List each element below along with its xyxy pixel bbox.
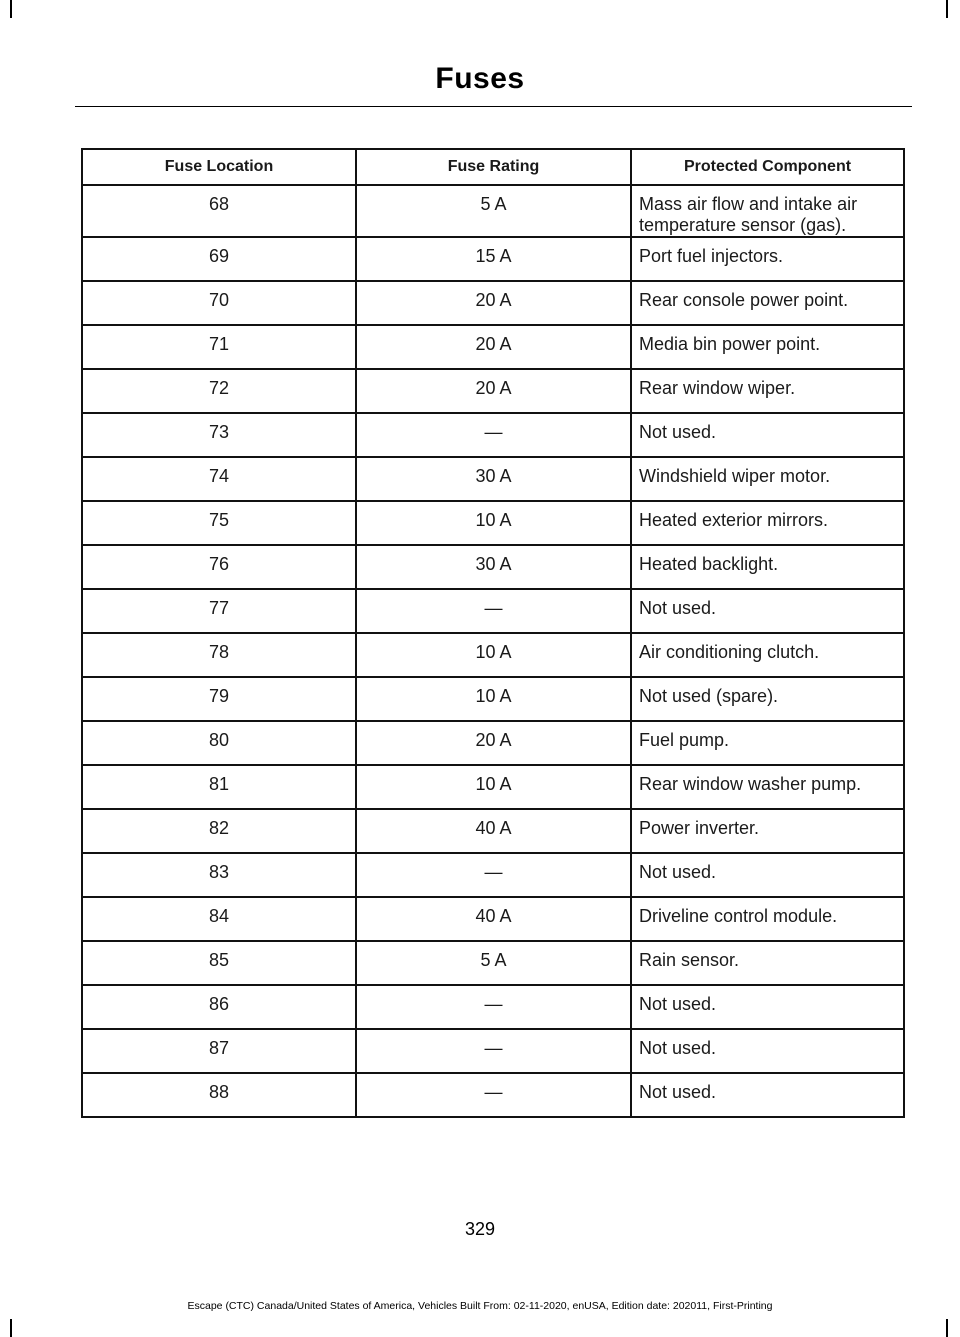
fuse-location-cell: 71 <box>82 325 356 369</box>
table-row <box>82 809 904 853</box>
fuse-rating-cell: 10 A <box>356 633 631 677</box>
fuse-location-cell: 70 <box>82 281 356 325</box>
crop-mark-top-right-vertical <box>946 0 948 18</box>
fuse-location-cell: 81 <box>82 765 356 809</box>
fuse-rating-cell: — <box>356 853 631 897</box>
protected-component-cell: Not used. <box>631 1073 904 1117</box>
title-divider <box>75 106 912 107</box>
fuse-location-cell: 79 <box>82 677 356 721</box>
fuse-rating-cell: — <box>356 1029 631 1073</box>
table-row <box>82 237 904 281</box>
page-number: 329 <box>464 1219 496 1239</box>
table-row <box>82 1029 904 1073</box>
fuse-location-cell: 72 <box>82 369 356 413</box>
fuse-rating-cell: — <box>356 985 631 1029</box>
protected-component-cell: Not used. <box>631 985 904 1029</box>
fuse-rating-cell: 10 A <box>356 765 631 809</box>
header-fuse-location: Fuse Location <box>82 149 356 185</box>
fuse-location-cell: 77 <box>82 589 356 633</box>
fuse-rating-cell: — <box>356 413 631 457</box>
header-fuse-rating: Fuse Rating <box>356 149 631 185</box>
page-title: Fuses <box>435 62 525 95</box>
fuse-location-cell: 74 <box>82 457 356 501</box>
fuse-location-cell: 80 <box>82 721 356 765</box>
fuse-rating-cell: 20 A <box>356 721 631 765</box>
protected-component-cell: Rear console power point. <box>631 281 904 325</box>
fuse-location-cell: 87 <box>82 1029 356 1073</box>
fuse-location-cell: 88 <box>82 1073 356 1117</box>
fuse-location-cell: 73 <box>82 413 356 457</box>
table-row <box>82 281 904 325</box>
fuse-rating-cell: 15 A <box>356 237 631 281</box>
fuse-rating-cell: — <box>356 1073 631 1117</box>
table-row <box>82 941 904 985</box>
fuse-rating-cell: 5 A <box>356 185 631 237</box>
fuse-location-cell: 75 <box>82 501 356 545</box>
table-row <box>82 985 904 1029</box>
fuse-rating-cell: 30 A <box>356 457 631 501</box>
table-row <box>82 413 904 457</box>
fuse-rating-cell: 5 A <box>356 941 631 985</box>
table-row <box>82 721 904 765</box>
fuse-rating-cell: 20 A <box>356 325 631 369</box>
fuse-rating-cell: 40 A <box>356 897 631 941</box>
protected-component-cell: Not used. <box>631 413 904 457</box>
table-row <box>82 765 904 809</box>
table-row <box>82 369 904 413</box>
fuse-location-cell: 85 <box>82 941 356 985</box>
fuse-table <box>81 148 905 1118</box>
protected-component-cell: Heated exterior mirrors. <box>631 501 904 545</box>
protected-component-cell: Not used (spare). <box>631 677 904 721</box>
protected-component-cell: Driveline control module. <box>631 897 904 941</box>
fuse-location-cell: 68 <box>82 185 356 237</box>
fuse-location-cell: 86 <box>82 985 356 1029</box>
table-row <box>82 185 904 237</box>
table-row <box>82 897 904 941</box>
fuse-table-body <box>82 185 904 1117</box>
fuse-location-cell: 82 <box>82 809 356 853</box>
crop-mark-bottom-left-vertical <box>10 1319 12 1337</box>
fuse-rating-cell: 30 A <box>356 545 631 589</box>
fuse-rating-cell: 10 A <box>356 501 631 545</box>
table-row <box>82 457 904 501</box>
protected-component-cell: Not used. <box>631 589 904 633</box>
protected-component-cell: Port fuel injectors. <box>631 237 904 281</box>
table-row <box>82 545 904 589</box>
protected-component-cell: Rear window wiper. <box>631 369 904 413</box>
protected-component-cell: Not used. <box>631 1029 904 1073</box>
header-protected-component: Protected Component <box>631 149 904 185</box>
protected-component-cell: Not used. <box>631 853 904 897</box>
protected-component-cell: Mass air flow and intake air temperature sensor (gas). <box>631 185 904 237</box>
protected-component-cell: Media bin power point. <box>631 325 904 369</box>
crop-mark-top-left-vertical <box>10 0 12 18</box>
protected-component-cell: Rain sensor. <box>631 941 904 985</box>
protected-component-cell: Rear window washer pump. <box>631 765 904 809</box>
crop-mark-bottom-right-vertical <box>946 1319 948 1337</box>
fuse-location-cell: 76 <box>82 545 356 589</box>
protected-component-cell: Heated backlight. <box>631 545 904 589</box>
table-row <box>82 501 904 545</box>
fuse-location-cell: 84 <box>82 897 356 941</box>
page-footer: Escape (CTC) Canada/United States of America, Vehicles Built From: 02-11-2020, enUSA, Edition date: 202011, First-Printing <box>187 1300 773 1312</box>
table-row <box>82 325 904 369</box>
fuse-location-cell: 83 <box>82 853 356 897</box>
table-row <box>82 1073 904 1117</box>
fuse-location-cell: 69 <box>82 237 356 281</box>
protected-component-cell: Windshield wiper motor. <box>631 457 904 501</box>
fuse-rating-cell: 40 A <box>356 809 631 853</box>
protected-component-cell: Fuel pump. <box>631 721 904 765</box>
table-row <box>82 677 904 721</box>
table-row <box>82 589 904 633</box>
fuse-location-cell: 78 <box>82 633 356 677</box>
table-row <box>82 633 904 677</box>
fuse-rating-cell: 20 A <box>356 281 631 325</box>
fuse-rating-cell: 10 A <box>356 677 631 721</box>
table-row <box>82 853 904 897</box>
protected-component-cell: Air conditioning clutch. <box>631 633 904 677</box>
protected-component-cell: Power inverter. <box>631 809 904 853</box>
table-header-row <box>82 149 904 185</box>
fuse-rating-cell: 20 A <box>356 369 631 413</box>
fuse-rating-cell: — <box>356 589 631 633</box>
